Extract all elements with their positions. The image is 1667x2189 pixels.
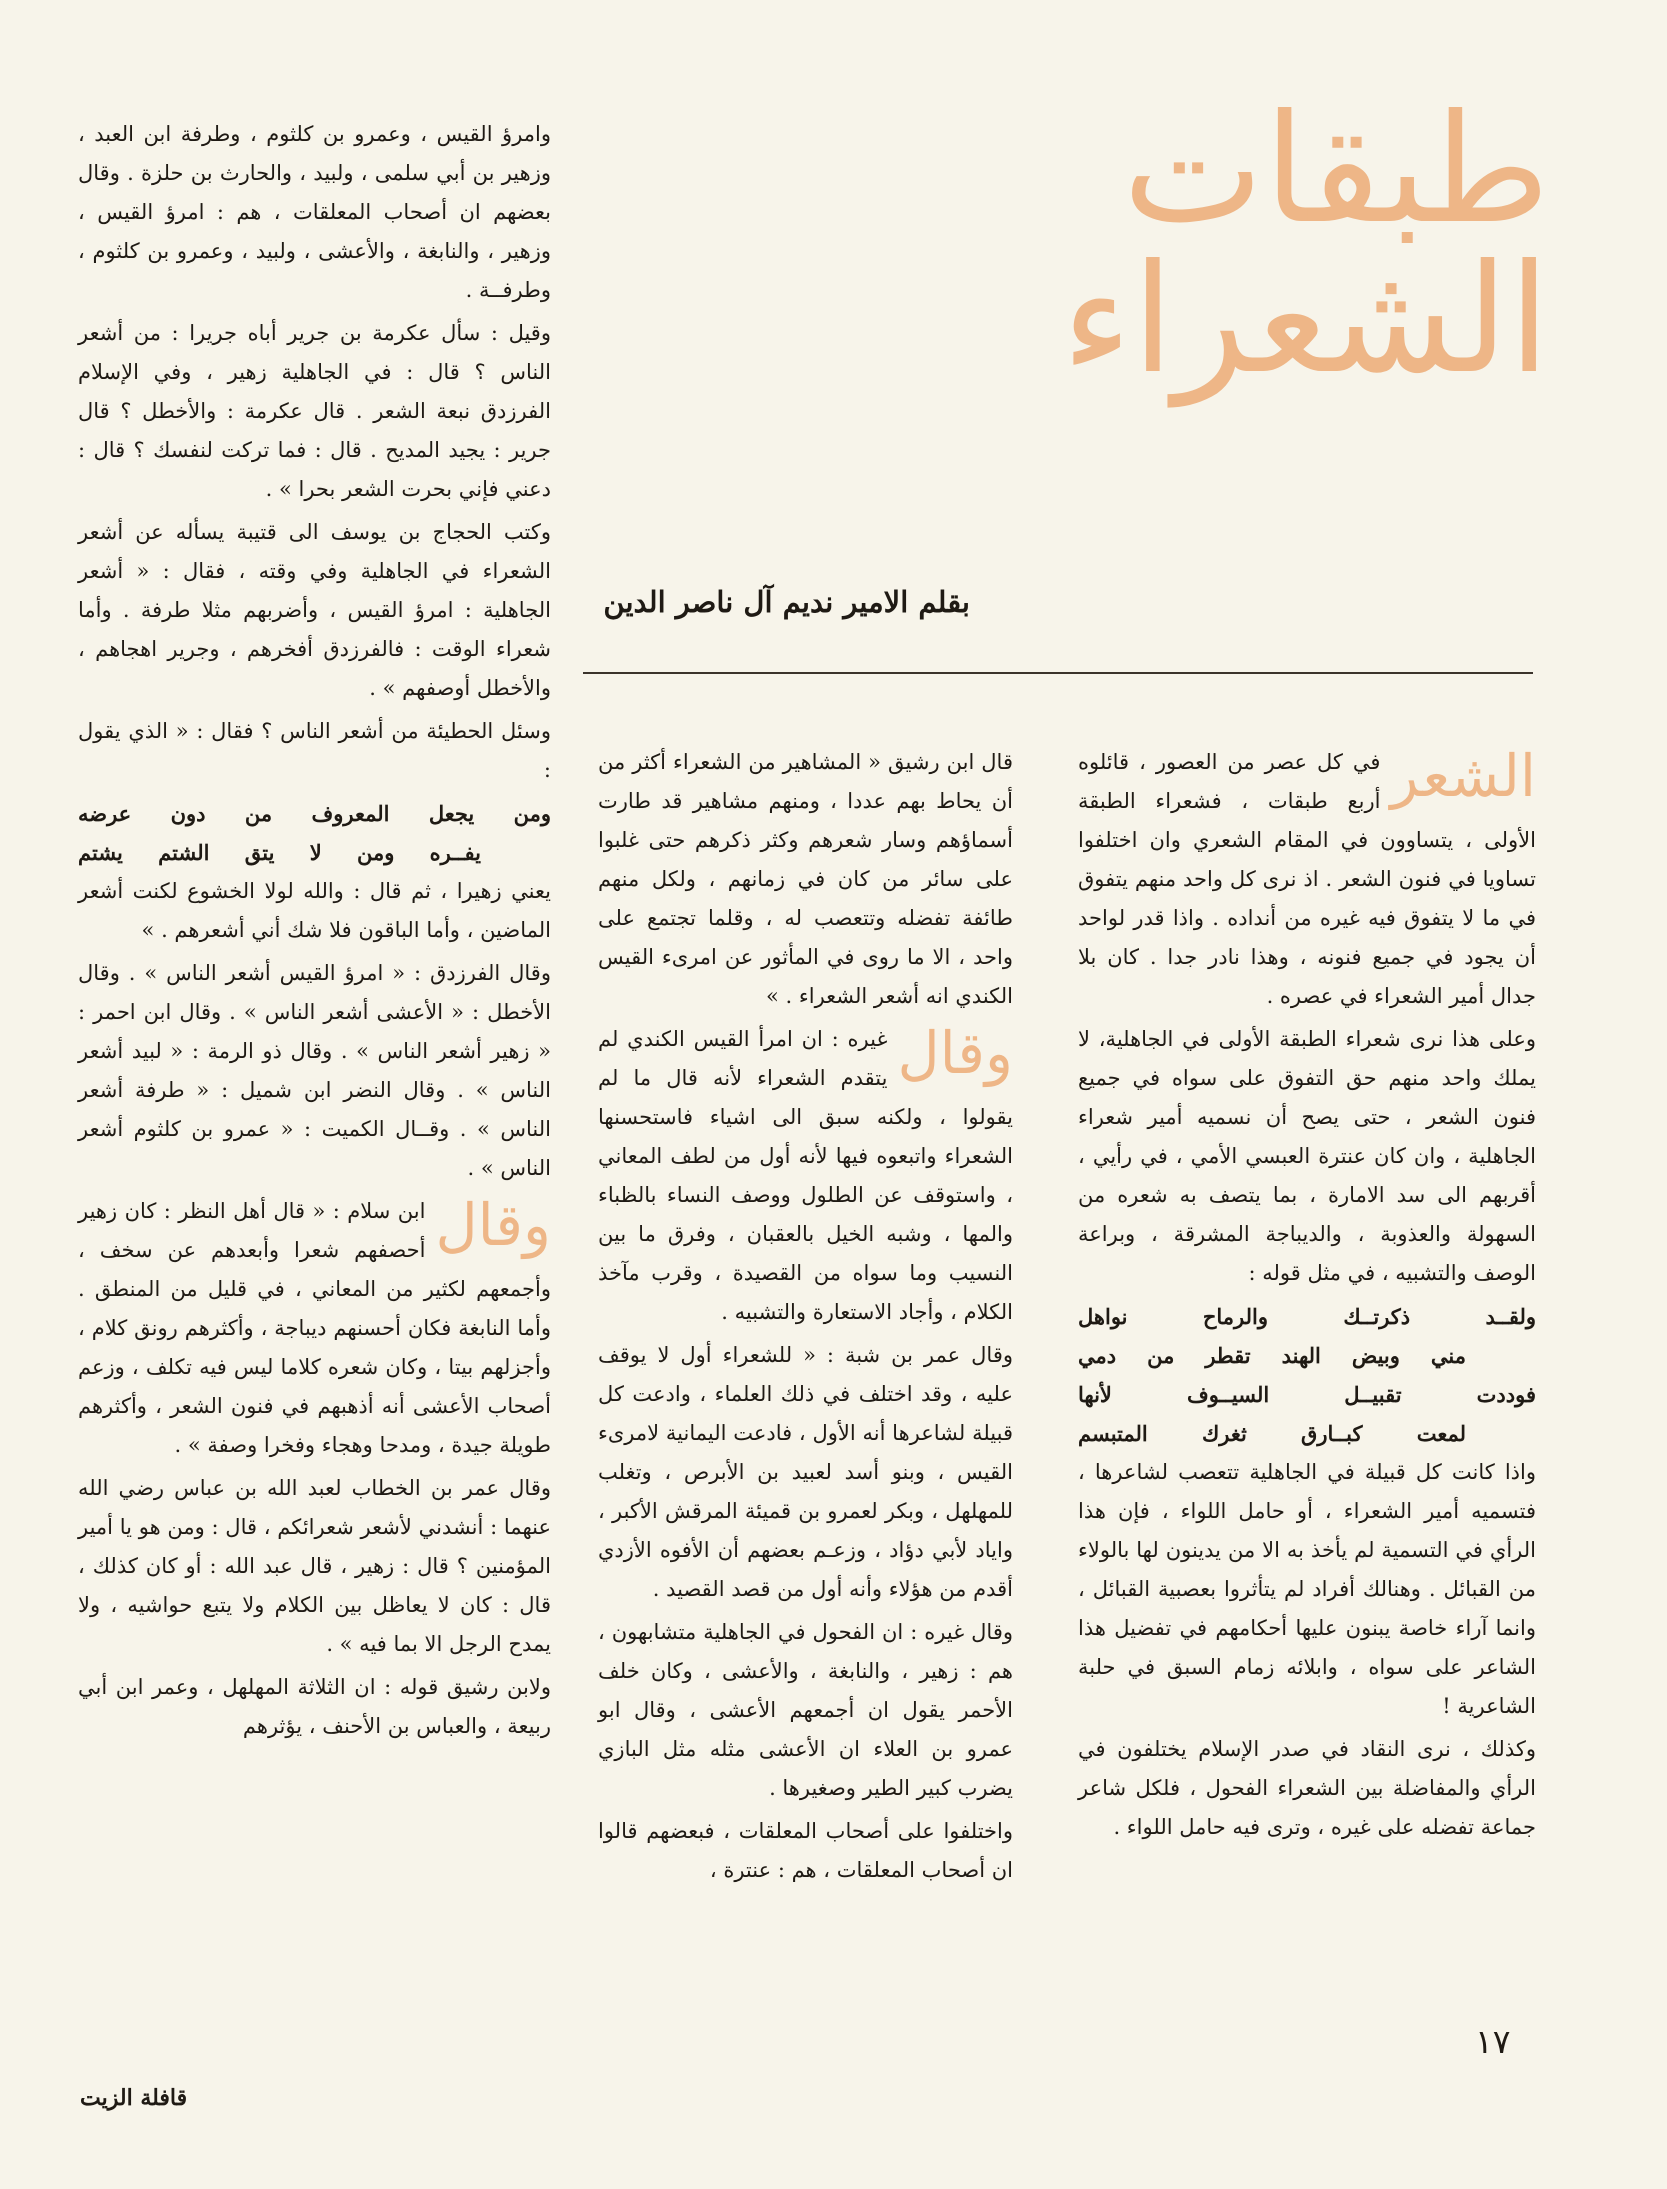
column-right — [1078, 743, 1536, 1851]
page-number: ١٧ — [1475, 2022, 1511, 2061]
paragraph: وامرؤ القيس ، وعمرو بن كلثوم ، وطرفة ابن العبد ، وزهير بن أبي سلمى ، ولبيد ، والحارث بن حلزة . وقال بعضهم ان أصحاب المعلقات ، هم : امرؤ القيس ، وزهير ، والنابغة ، والأعشى ، ولبيد ، وعمرو بن كلثوم ، وطرفــة . — [78, 122, 551, 302]
paragraph: وعلى هذا نرى شعراء الطبقة الأولى في الجاهلية، لا يملك واحد منهم حق التفوق على سواه في جميع فنون الشعر ، حتى يصح أن نسميه أمير شعراء الجاهلية ، وان كان عنترة العبسي الأمي ، في رأيي ، أقربهم الى سد الامارة ، بما يتصف به شعره من السهولة والعذوبة ، والديباجة المشرقة ، وبراعة الوصف والتشبيه ، في مثل قوله : — [1078, 1027, 1536, 1285]
paragraph: وقال الفرزدق : « امرؤ القيس أشعر الناس » . وقال الأخطل : « الأعشى أشعر الناس » . وقال ابن احمر : « زهير أشعر الناس » . وقال ذو الرمة : « لبيد أشعر الناس » . وقال النضر ابن شميل : « طرفة أشعر الناس » . وقــال الكميت : « عمرو بن كلثوم أشعر الناس » . — [78, 961, 551, 1180]
divider-rule — [583, 672, 1533, 674]
paragraph-text: غيره : ان امرأ القيس الكندي لم يتقدم الشعراء لأنه قال ما لم يقولوا ، ولكنه سبق الى اشياء فاستحسنها الشعراء واتبعوه فيها لأنه أول من لطف المعاني ، واستوقف عن الطلول ووصف النساء بالظباء والمها ، وشبه الخيل بالعقبان ، وفرق ما بين النسيب وما سواه من القصيدة ، وقرب مآخذ الكلام ، وأجاد الاستعارة والتشبيه . — [598, 1027, 1013, 1324]
paragraph: قال ابن رشيق « المشاهير من الشعراء أكثر من أن يحاط بهم عددا ، ومنهم مشاهير قد طارت أسماؤهم وسار شعرهم وكثر ذكرهم حتى غلبوا على سائر من كان في زمانهم ، ولكل منهم طائفة تفضله وتتعصب له ، وقلما تجتمع على واحد ، الا ما روى في المأثور عن امرىء القيس الكندي انه أشعر الشعراء . » — [598, 750, 1013, 1008]
paragraph: ولابن رشيق قوله : ان الثلاثة المهلهل ، وعمر ابن أبي ربيعة ، والعباس بن الأحنف ، يؤثرهم — [78, 1675, 551, 1738]
paragraph — [1078, 743, 1536, 1016]
column-middle — [598, 743, 1013, 1894]
column-left — [78, 115, 551, 1750]
verse-line: مني وبيض الهند تقطر من دمي — [1078, 1343, 1466, 1368]
paragraph: وقيل : سأل عكرمة بن جرير أباه جريرا : من أشعر الناس ؟ قال : في الجاهلية زهير ، وفي الإسلام الفرزدق نبعة الشعر . قال عكرمة : والأخطل ؟ قال جرير : يجيد المديح . قال : فما تركت لنفسك ؟ قال : دعني فإني بحرت الشعر بحرا » . — [78, 321, 551, 501]
paragraph: وقال عمر بن الخطاب لعبد الله بن عباس رضي الله عنهما : أنشدني لأشعر شعرائكم ، قال : ومن هو يا أمير المؤمنين ؟ قال : زهير ، قال عبد الله : أو كان كذلك ، قال : كان لا يعاظل بين الكلام ولا يتبع حواشيه ، ولا يمدح الرجل الا بما فيه » . — [78, 1476, 551, 1656]
drop-cap-qala: وقال — [435, 1191, 551, 1259]
paragraph: وسئل الحطيئة من أشعر الناس ؟ فقال : « الذي يقول : — [78, 719, 551, 782]
paragraph-text: ابن سلام : « قال أهل النظر : كان زهير أحصفهم شعرا وأبعدهم عن سخف ، وأجمعهم لكثير من المعاني ، في قليل من المنطق . وأما النابغة فكان أحسنهم ديباجة ، وأكثرهم رونق كلام ، وأجزلهم بيتا ، وكان شعره كلاما ليس فيه تكلف ، وزعم أصحاب الأعشى أنه أذهبهم في فنون الشعر ، وأكثرهم طويلة جيدة ، ومدحا وهجاء وفخرا وصفة » . — [78, 1199, 551, 1457]
paragraph: واختلفوا على أصحاب المعلقات ، فبعضهم قالوا ان أصحاب المعلقات ، هم : عنترة ، — [598, 1819, 1013, 1882]
verse-line: لمعت كبــارق ثغرك المتبسم — [1078, 1421, 1466, 1446]
drop-cap-qala: وقال — [897, 1019, 1013, 1087]
magazine-name: قافلة الزيت — [80, 2085, 188, 2111]
drop-cap-shir: الشعر — [1390, 742, 1536, 810]
article-title — [590, 83, 1550, 407]
paragraph: يعني زهيرا ، ثم قال : والله لولا الخشوع لكنت أشعر الماضين ، وأما الباقون فلا شك أني أشعرهم . » — [78, 879, 551, 942]
paragraph — [78, 1192, 551, 1465]
paragraph: وكذلك ، نرى النقاد في صدر الإسلام يختلفون في الرأي والمفاضلة بين الشعراء الفحول ، فلكل شاعر جماعة تفضله على غيره ، وترى فيه حامل اللواء . — [1078, 1737, 1536, 1839]
title-calligraphy: طبقات الشعراء — [1061, 83, 1550, 407]
author-byline: بقلم الامير نديم آل ناصر الدين — [603, 585, 970, 619]
paragraph — [598, 1020, 1013, 1332]
verse-line: ومن يجعل المعروف من دون عرضه — [78, 801, 551, 826]
verse-line: يفــره ومن لا يتق الشتم يشتم — [78, 840, 481, 865]
verse-line: ولقــد ذكرتــك والرماح نواهل — [1078, 1304, 1536, 1329]
verse-line: فوددت تقبيــل السيــوف لأنها — [1078, 1382, 1536, 1407]
paragraph: واذا كانت كل قبيلة في الجاهلية تتعصب لشاعرها ، فتسميه أمير الشعراء ، أو حامل اللواء ، فإن هذا الرأي في التسمية لم يأخذ به الا من يدينون لها بالولاء من القبائل . وهنالك أفراد لم يتأثروا بعصبية القبائل ، وانما آراء خاصة يبنون عليها أحكامهم في تفضيل هذا الشاعر على سواه ، وابلائه زمام السبق في حلبة الشاعرية ! — [1078, 1460, 1536, 1718]
paragraph: وقال عمر بن شبة : « للشعراء أول لا يوقف عليه ، وقد اختلف في ذلك العلماء ، وادعت كل قبيلة لشاعرها أنه الأول ، فادعت اليمانية لامرىء القيس ، وبنو أسد لعبيد بن الأبرص ، وتغلب للمهلهل ، وبكر لعمرو بن قميئة المرقش الأكبر ، واياد لأبي دؤاد ، وزعـم بعضهم أن الأفوه الأزدي أقدم من هؤلاء وأنه أول من قصد القصيد . — [598, 1343, 1013, 1601]
paragraph: وقال غيره : ان الفحول في الجاهلية متشابهون ، هم : زهير ، والنابغة ، والأعشى ، وكان خلف الأحمر يقول ان أجمعهم الأعشى ، وقال ابو عمرو بن العلاء ان الأعشى مثله مثل البازي يضرب كبير الطير وصغيرها . — [598, 1620, 1013, 1800]
paragraph-text: في كل عصر من العصور ، قائلوه أربع طبقات ، فشعراء الطبقة الأولى ، يتساوون في المقام الشعري وان اختلفوا تساويا في فنون الشعر . اذ نرى كل واحد منهم يتفوق في ما لا يتفوق فيه غيره من أنداده . واذا قدر لواحد أن يجود في جميع فنونه ، وهذا نادر جدا . كان بلا جدال أمير الشعراء في عصره . — [1078, 750, 1536, 1008]
paragraph: وكتب الحجاج بن يوسف الى قتيبة يسأله عن أشعر الشعراء في الجاهلية وفي وقته ، فقال : « أشعر الجاهلية : امرؤ القيس ، وأضربهم مثلا طرفة . وأما شعراء الوقت : فالفرزدق أفخرهم ، وجرير اهجاهم ، والأخطل أوصفهم » . — [78, 520, 551, 700]
